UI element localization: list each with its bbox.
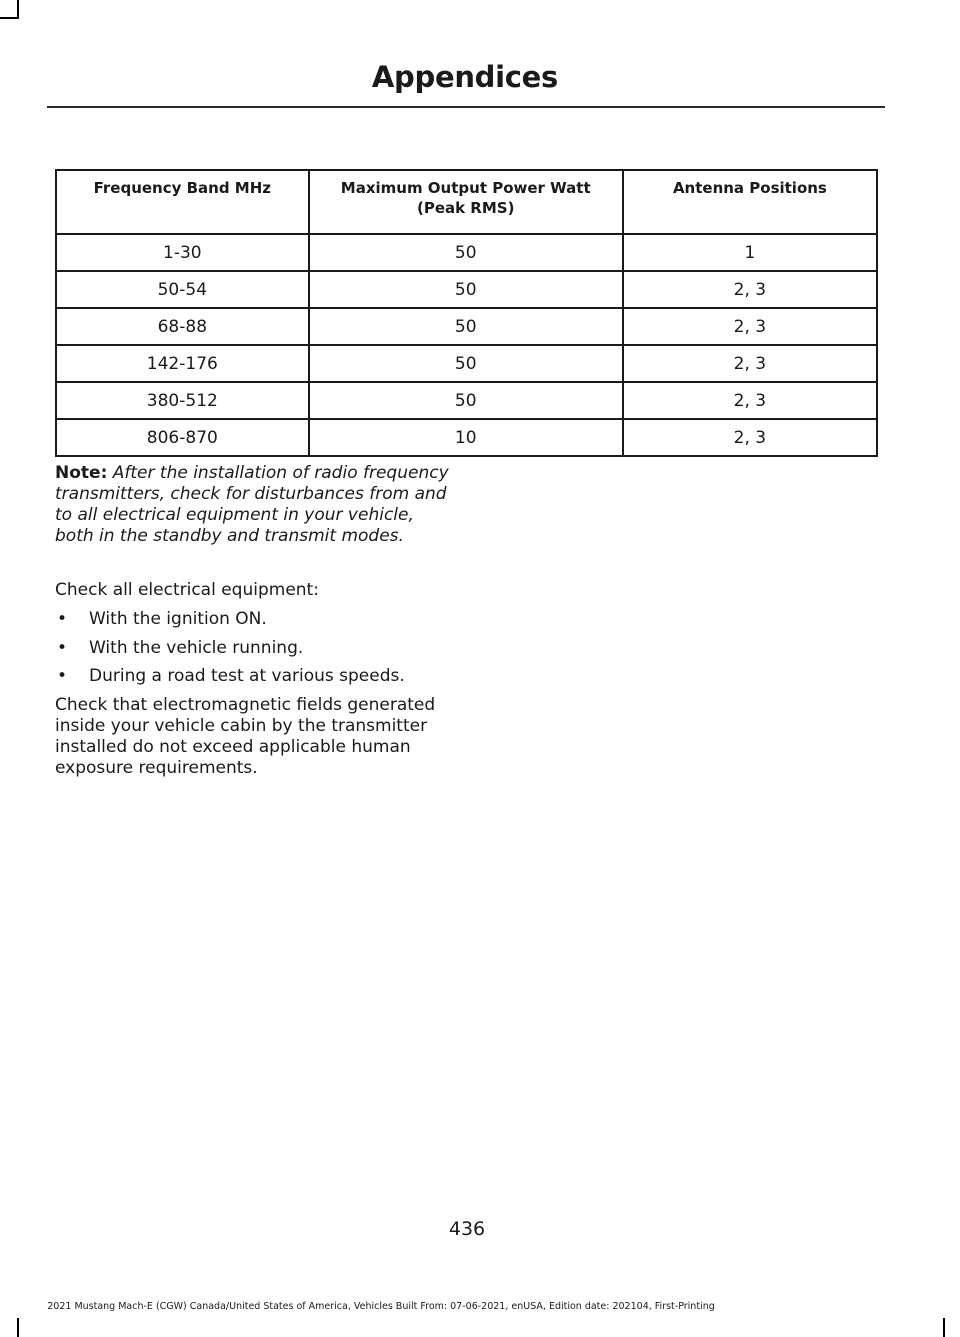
list-item [55,638,475,667]
table-cell: 2, 3 [623,345,877,382]
note-paragraph [55,463,455,547]
column-header-antenna: Antenna Positions [623,170,877,234]
table-cell: 2, 3 [623,308,877,345]
crop-mark [943,1318,945,1337]
crop-mark [17,0,19,19]
list-item [55,609,475,638]
list-item [55,666,475,695]
bullet-icon: • [57,666,68,686]
check-intro-paragraph: Check all electrical equipment: [55,580,319,600]
page-title: Appendices [371,60,558,94]
table-cell: 50 [309,234,623,271]
table-cell: 2, 3 [623,419,877,456]
title-divider [47,106,885,108]
crop-mark [17,1318,19,1337]
table-cell: 50 [309,382,623,419]
table-cell: 50 [309,308,623,345]
check-fields-paragraph: Check that electromagnetic fields generated inside your vehicle cabin by the transmitter installed do not exceed applicable human exposure requirements. [55,695,436,778]
list-item-text: During a road test at various speeds. [89,666,405,686]
table-cell: 2, 3 [623,382,877,419]
frequency-table [55,169,878,457]
table-row [56,345,877,382]
crop-mark [0,17,17,19]
table-row [56,308,877,345]
note-text: After the installation of radio frequency transmitters, check for disturbances from and to all electrical equipment in your vehicle, both in the standby and transmit modes. [55,463,449,546]
table-row [56,271,877,308]
table-cell: 68-88 [56,308,309,345]
column-header-frequency: Frequency Band MHz [56,170,309,234]
table-row [56,382,877,419]
footer-edition-info: 2021 Mustang Mach-E (CGW) Canada/United States of America, Vehicles Built From: 07-06-2021, enUSA, Edition date: 202104, First-Printing [47,1301,715,1312]
note-label: Note: [55,463,108,483]
page-number: 436 [448,1218,486,1240]
table-row [56,234,877,271]
table-cell: 2, 3 [623,271,877,308]
table-cell: 50 [309,271,623,308]
table-cell: 10 [309,419,623,456]
check-list [55,609,475,695]
table-cell: 50 [309,345,623,382]
column-header-output-power-label: Maximum Output Power Watt (Peak RMS) [340,179,591,217]
table-cell: 380-512 [56,382,309,419]
table-header-row [56,170,877,234]
table-cell: 1 [623,234,877,271]
list-item-text: With the vehicle running. [89,637,304,658]
bullet-icon: • [57,637,68,658]
column-header-output-power [309,170,623,234]
table-cell: 142-176 [56,345,309,382]
table-cell: 50-54 [56,271,309,308]
list-item-text: With the ignition ON. [89,609,267,629]
table-row [56,419,877,456]
table-cell: 806-870 [56,419,309,456]
table-cell: 1-30 [56,234,309,271]
bullet-icon: • [57,609,68,629]
